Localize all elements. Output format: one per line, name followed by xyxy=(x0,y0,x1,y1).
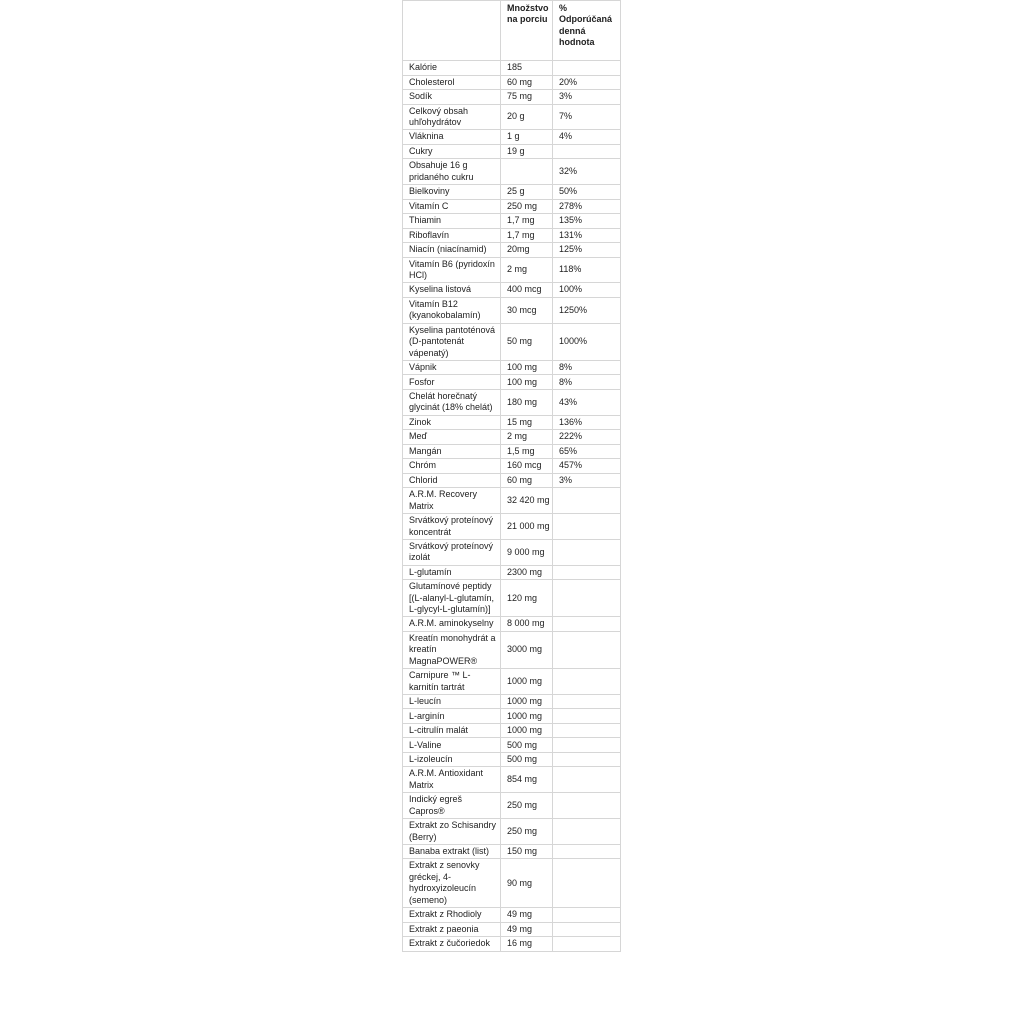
daily-value-percent: 118% xyxy=(553,257,621,283)
amount-per-serving: 185 xyxy=(501,61,553,76)
amount-per-serving: 90 mg xyxy=(501,859,553,908)
amount-per-serving: 30 mcg xyxy=(501,297,553,323)
nutrient-name: L-leucín xyxy=(403,694,501,709)
amount-per-serving: 120 mg xyxy=(501,580,553,617)
amount-per-serving: 100 mg xyxy=(501,360,553,375)
nutrient-name: Vitamín B6 (pyridoxín HCl) xyxy=(403,257,501,283)
daily-value-percent: 7% xyxy=(553,104,621,130)
nutrient-name: Indický egreš Capros® xyxy=(403,793,501,819)
daily-value-percent xyxy=(553,908,621,923)
amount-per-serving: 500 mg xyxy=(501,738,553,753)
nutrient-name: Bielkoviny xyxy=(403,185,501,200)
daily-value-percent xyxy=(553,793,621,819)
amount-per-serving: 60 mg xyxy=(501,75,553,90)
nutrient-name: Vláknina xyxy=(403,130,501,145)
daily-value-percent xyxy=(553,669,621,695)
nutrient-name: Vápnik xyxy=(403,360,501,375)
nutrient-name: Celkový obsah uhľohydrátov xyxy=(403,104,501,130)
table-row xyxy=(403,819,621,845)
daily-value-percent xyxy=(553,738,621,753)
amount-per-serving: 1,5 mg xyxy=(501,444,553,459)
nutrient-name: L-Valine xyxy=(403,738,501,753)
table-row xyxy=(403,488,621,514)
table-row xyxy=(403,565,621,580)
nutrient-name: Chróm xyxy=(403,459,501,474)
table-row xyxy=(403,514,621,540)
table-row xyxy=(403,631,621,668)
daily-value-percent: 278% xyxy=(553,199,621,214)
table-row xyxy=(403,617,621,632)
daily-value-percent: 135% xyxy=(553,214,621,229)
table-row xyxy=(403,90,621,105)
daily-value-percent xyxy=(553,922,621,937)
daily-value-percent xyxy=(553,859,621,908)
amount-per-serving: 3000 mg xyxy=(501,631,553,668)
nutrient-name: Extrakt z čučoriedok xyxy=(403,937,501,952)
nutrient-name: Riboflavín xyxy=(403,228,501,243)
nutrient-name: Carnipure ™ L-karnitín tartrát xyxy=(403,669,501,695)
amount-per-serving: 400 mcg xyxy=(501,283,553,298)
table-row xyxy=(403,430,621,445)
amount-per-serving: 500 mg xyxy=(501,752,553,767)
nutrient-name: Srvátkový proteínový izolát xyxy=(403,539,501,565)
daily-value-percent: 3% xyxy=(553,473,621,488)
table-row xyxy=(403,694,621,709)
daily-value-percent: 100% xyxy=(553,283,621,298)
table-row xyxy=(403,937,621,952)
daily-value-percent xyxy=(553,937,621,952)
amount-per-serving: 250 mg xyxy=(501,199,553,214)
daily-value-percent: 8% xyxy=(553,375,621,390)
table-row xyxy=(403,709,621,724)
table-row xyxy=(403,844,621,859)
nutrient-name: Extrakt zo Schisandry (Berry) xyxy=(403,819,501,845)
daily-value-percent xyxy=(553,565,621,580)
amount-per-serving: 25 g xyxy=(501,185,553,200)
nutrient-name: Extrakt z senovky gréckej, 4-hydroxyizoleucín (semeno) xyxy=(403,859,501,908)
table-row xyxy=(403,228,621,243)
table-row xyxy=(403,859,621,908)
table-row xyxy=(403,375,621,390)
daily-value-percent: 222% xyxy=(553,430,621,445)
amount-per-serving: 75 mg xyxy=(501,90,553,105)
daily-value-percent xyxy=(553,144,621,159)
nutrient-name: Niacín (niacínamid) xyxy=(403,243,501,258)
amount-per-serving: 8 000 mg xyxy=(501,617,553,632)
table-row xyxy=(403,473,621,488)
table-row xyxy=(403,908,621,923)
nutrient-name: L-arginín xyxy=(403,709,501,724)
table-row xyxy=(403,185,621,200)
daily-value-percent: 125% xyxy=(553,243,621,258)
daily-value-percent xyxy=(553,844,621,859)
nutrient-name: L-glutamín xyxy=(403,565,501,580)
amount-per-serving: 854 mg xyxy=(501,767,553,793)
daily-value-percent xyxy=(553,488,621,514)
daily-value-percent: 43% xyxy=(553,389,621,415)
daily-value-percent xyxy=(553,61,621,76)
daily-value-percent: 1250% xyxy=(553,297,621,323)
nutrient-name: Kyselina listová xyxy=(403,283,501,298)
table-row xyxy=(403,214,621,229)
nutrient-name: Chlorid xyxy=(403,473,501,488)
nutrient-name: Kyselina pantoténová (D-pantotenát vápenatý) xyxy=(403,323,501,360)
nutrient-name: Glutamínové peptidy [(L-alanyl-L-glutamín, L-glycyl-L-glutamín)] xyxy=(403,580,501,617)
table-row xyxy=(403,922,621,937)
amount-per-serving: 49 mg xyxy=(501,908,553,923)
amount-per-serving: 1,7 mg xyxy=(501,214,553,229)
amount-per-serving: 1000 mg xyxy=(501,694,553,709)
amount-per-serving: 250 mg xyxy=(501,819,553,845)
nutrient-name: Sodík xyxy=(403,90,501,105)
table-row xyxy=(403,669,621,695)
table-row xyxy=(403,130,621,145)
header-daily-value: % Odporúčaná denná hodnota xyxy=(553,1,621,61)
amount-per-serving: 21 000 mg xyxy=(501,514,553,540)
daily-value-percent: 20% xyxy=(553,75,621,90)
nutrient-name: Cholesterol xyxy=(403,75,501,90)
amount-per-serving: 1000 mg xyxy=(501,669,553,695)
nutrient-name: A.R.M. Recovery Matrix xyxy=(403,488,501,514)
nutrient-name: Obsahuje 16 g pridaného cukru xyxy=(403,159,501,185)
nutrient-name: Vitamín C xyxy=(403,199,501,214)
table-row xyxy=(403,104,621,130)
nutrition-facts-table xyxy=(402,0,621,952)
amount-per-serving: 20 g xyxy=(501,104,553,130)
nutrient-name: Mangán xyxy=(403,444,501,459)
daily-value-percent: 3% xyxy=(553,90,621,105)
nutrient-name: A.R.M. Antioxidant Matrix xyxy=(403,767,501,793)
amount-per-serving: 1,7 mg xyxy=(501,228,553,243)
nutrient-name: Kreatín monohydrát a kreatín MagnaPOWER® xyxy=(403,631,501,668)
daily-value-percent xyxy=(553,617,621,632)
amount-per-serving: 49 mg xyxy=(501,922,553,937)
daily-value-percent: 32% xyxy=(553,159,621,185)
nutrient-name: Meď xyxy=(403,430,501,445)
table-row xyxy=(403,297,621,323)
table-row xyxy=(403,360,621,375)
table-row xyxy=(403,75,621,90)
amount-per-serving: 50 mg xyxy=(501,323,553,360)
table-row xyxy=(403,752,621,767)
header-amount: Množstvo na porciu xyxy=(501,1,553,61)
header-row xyxy=(403,1,621,61)
daily-value-percent xyxy=(553,694,621,709)
nutrient-name: Cukry xyxy=(403,144,501,159)
daily-value-percent: 457% xyxy=(553,459,621,474)
amount-per-serving: 2 mg xyxy=(501,430,553,445)
amount-per-serving: 250 mg xyxy=(501,793,553,819)
daily-value-percent: 8% xyxy=(553,360,621,375)
table-row xyxy=(403,539,621,565)
amount-per-serving: 16 mg xyxy=(501,937,553,952)
amount-per-serving: 2 mg xyxy=(501,257,553,283)
amount-per-serving: 1000 mg xyxy=(501,709,553,724)
amount-per-serving: 20mg xyxy=(501,243,553,258)
daily-value-percent xyxy=(553,539,621,565)
daily-value-percent xyxy=(553,580,621,617)
table-row xyxy=(403,159,621,185)
daily-value-percent xyxy=(553,752,621,767)
nutrient-name: Chelát horečnatý glycinát (18% chelát) xyxy=(403,389,501,415)
amount-per-serving: 60 mg xyxy=(501,473,553,488)
nutrient-name: A.R.M. aminokyselny xyxy=(403,617,501,632)
table-row xyxy=(403,723,621,738)
table-row xyxy=(403,389,621,415)
daily-value-percent: 4% xyxy=(553,130,621,145)
daily-value-percent xyxy=(553,709,621,724)
table-row xyxy=(403,283,621,298)
nutrient-name: Banaba extrakt (list) xyxy=(403,844,501,859)
daily-value-percent: 131% xyxy=(553,228,621,243)
nutrient-name: Extrakt z Rhodioly xyxy=(403,908,501,923)
amount-per-serving: 19 g xyxy=(501,144,553,159)
nutrient-name: Thiamin xyxy=(403,214,501,229)
daily-value-percent: 50% xyxy=(553,185,621,200)
table-row xyxy=(403,243,621,258)
daily-value-percent xyxy=(553,514,621,540)
table-row xyxy=(403,738,621,753)
nutrient-name: L-citrulín malát xyxy=(403,723,501,738)
table-row xyxy=(403,793,621,819)
amount-per-serving: 9 000 mg xyxy=(501,539,553,565)
daily-value-percent xyxy=(553,723,621,738)
amount-per-serving: 2300 mg xyxy=(501,565,553,580)
daily-value-percent xyxy=(553,819,621,845)
amount-per-serving: 100 mg xyxy=(501,375,553,390)
table-row xyxy=(403,767,621,793)
daily-value-percent: 65% xyxy=(553,444,621,459)
daily-value-percent xyxy=(553,631,621,668)
table-row xyxy=(403,61,621,76)
daily-value-percent xyxy=(553,767,621,793)
table-row xyxy=(403,323,621,360)
amount-per-serving: 1000 mg xyxy=(501,723,553,738)
amount-per-serving: 150 mg xyxy=(501,844,553,859)
nutrient-name: Kalórie xyxy=(403,61,501,76)
table-row xyxy=(403,199,621,214)
table-row xyxy=(403,144,621,159)
nutrient-name: L-izoleucín xyxy=(403,752,501,767)
table-row xyxy=(403,415,621,430)
amount-per-serving: 1 g xyxy=(501,130,553,145)
daily-value-percent: 1000% xyxy=(553,323,621,360)
amount-per-serving xyxy=(501,159,553,185)
table-row xyxy=(403,257,621,283)
amount-per-serving: 160 mcg xyxy=(501,459,553,474)
amount-per-serving: 15 mg xyxy=(501,415,553,430)
table-row xyxy=(403,444,621,459)
amount-per-serving: 180 mg xyxy=(501,389,553,415)
nutrient-name: Vitamín B12 (kyanokobalamín) xyxy=(403,297,501,323)
amount-per-serving: 32 420 mg xyxy=(501,488,553,514)
daily-value-percent: 136% xyxy=(553,415,621,430)
table-row xyxy=(403,459,621,474)
nutrient-name: Srvátkový proteínový koncentrát xyxy=(403,514,501,540)
header-empty-cell xyxy=(403,1,501,61)
nutrient-name: Zinok xyxy=(403,415,501,430)
table-row xyxy=(403,580,621,617)
nutrient-name: Fosfor xyxy=(403,375,501,390)
nutrient-name: Extrakt z paeonia xyxy=(403,922,501,937)
